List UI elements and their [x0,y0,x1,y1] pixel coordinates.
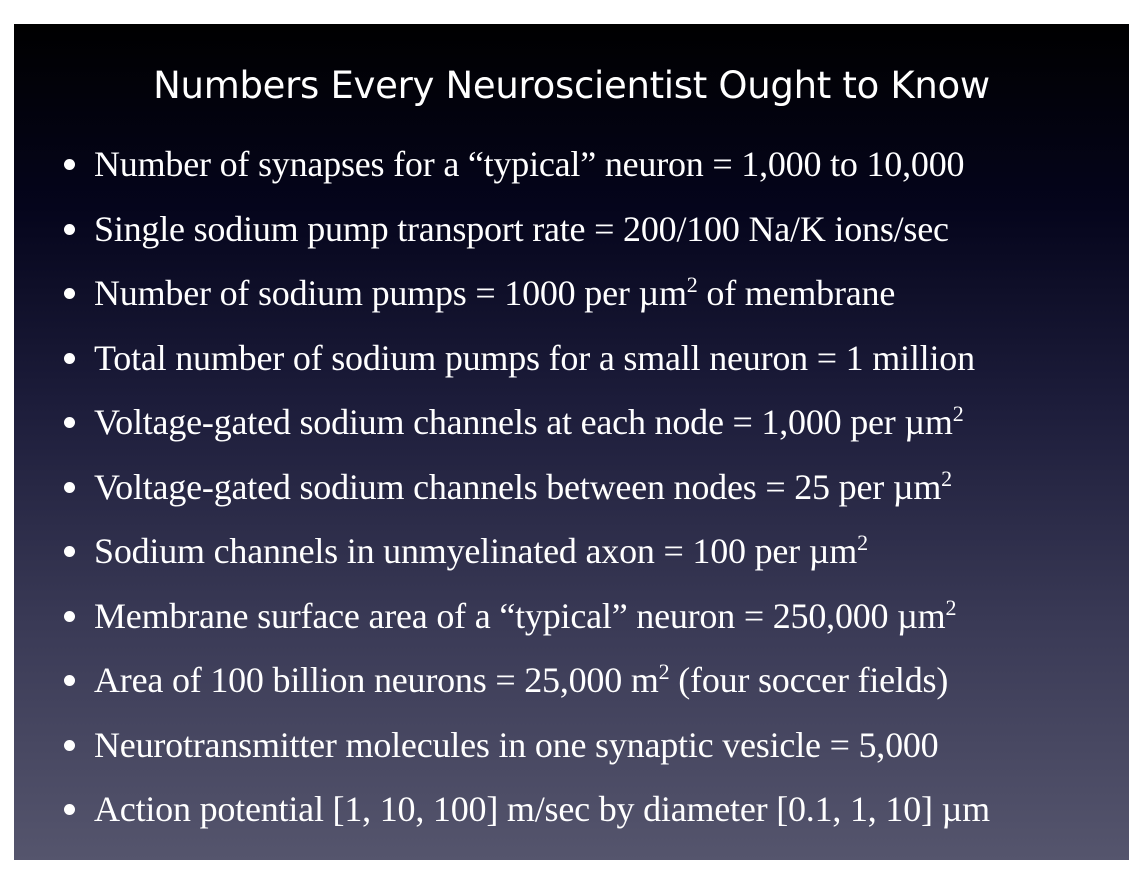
bullet-text: Neurotransmitter molecules in one synaptic vesicle = 5,000 [94,724,939,765]
bullet-item [64,592,990,657]
bullet-text-tail: (four soccer fields) [669,660,949,700]
bullet-dot-icon [64,804,75,815]
superscript: 2 [945,594,957,620]
bullet-item [64,463,990,528]
bullet-text: Voltage-gated sodium channels at each node = 1,000 per µm [94,402,953,442]
bullet-dot-icon [64,417,75,428]
superscript: 2 [658,659,670,684]
bullet-dot-icon [64,611,75,622]
bullet-text-tail: of membrane [697,273,896,313]
bullet-item [64,269,990,334]
bullet-dot-icon [64,482,75,493]
superscript: 2 [952,401,964,426]
bullet-item [64,398,990,463]
bullet-item [64,205,990,270]
bullet-text: Total number of sodium pumps for a small neuron = 1 million [94,337,975,378]
bullet-text: Single sodium pump transport rate = 200/100 Na/K ions/sec [94,208,949,249]
bullet-dot-icon [64,675,75,686]
bullet-text: Membrane surface area of a “typical” neuron = 250,000 µm [94,595,946,636]
bullet-dot-icon [64,546,75,557]
bullet-dot-icon [64,159,75,170]
bullet-item [64,140,990,205]
bullet-text: Number of sodium pumps = 1000 per µm [94,273,687,313]
bullet-text: Area of 100 billion neurons = 25,000 m [94,660,659,700]
superscript: 2 [941,465,952,491]
bullet-dot-icon [64,353,75,364]
bullet-list [64,140,990,850]
slide-title: Numbers Every Neuroscientist Ought to Know [153,64,990,107]
bullet-text: Action potential [1, 10, 100] m/sec by diameter [0.1, 1, 10] µm [94,789,990,829]
bullet-text: Voltage-gated sodium channels between nodes = 25 per µm [94,466,942,507]
bullet-dot-icon [64,740,75,751]
superscript: 2 [686,272,698,297]
bullet-text: Number of synapses for a “typical” neuron = 1,000 to 10,000 [94,144,965,184]
slide [14,24,1129,860]
bullet-item [64,334,990,399]
bullet-text: Sodium channels in unmyelinated axon = 100 per µm [94,531,858,571]
superscript: 2 [857,530,868,555]
bullet-item [64,721,990,786]
bullet-item [64,527,990,592]
bullet-dot-icon [64,288,75,299]
bullet-item [64,656,990,721]
bullet-dot-icon [64,224,75,235]
bullet-item [64,785,990,850]
